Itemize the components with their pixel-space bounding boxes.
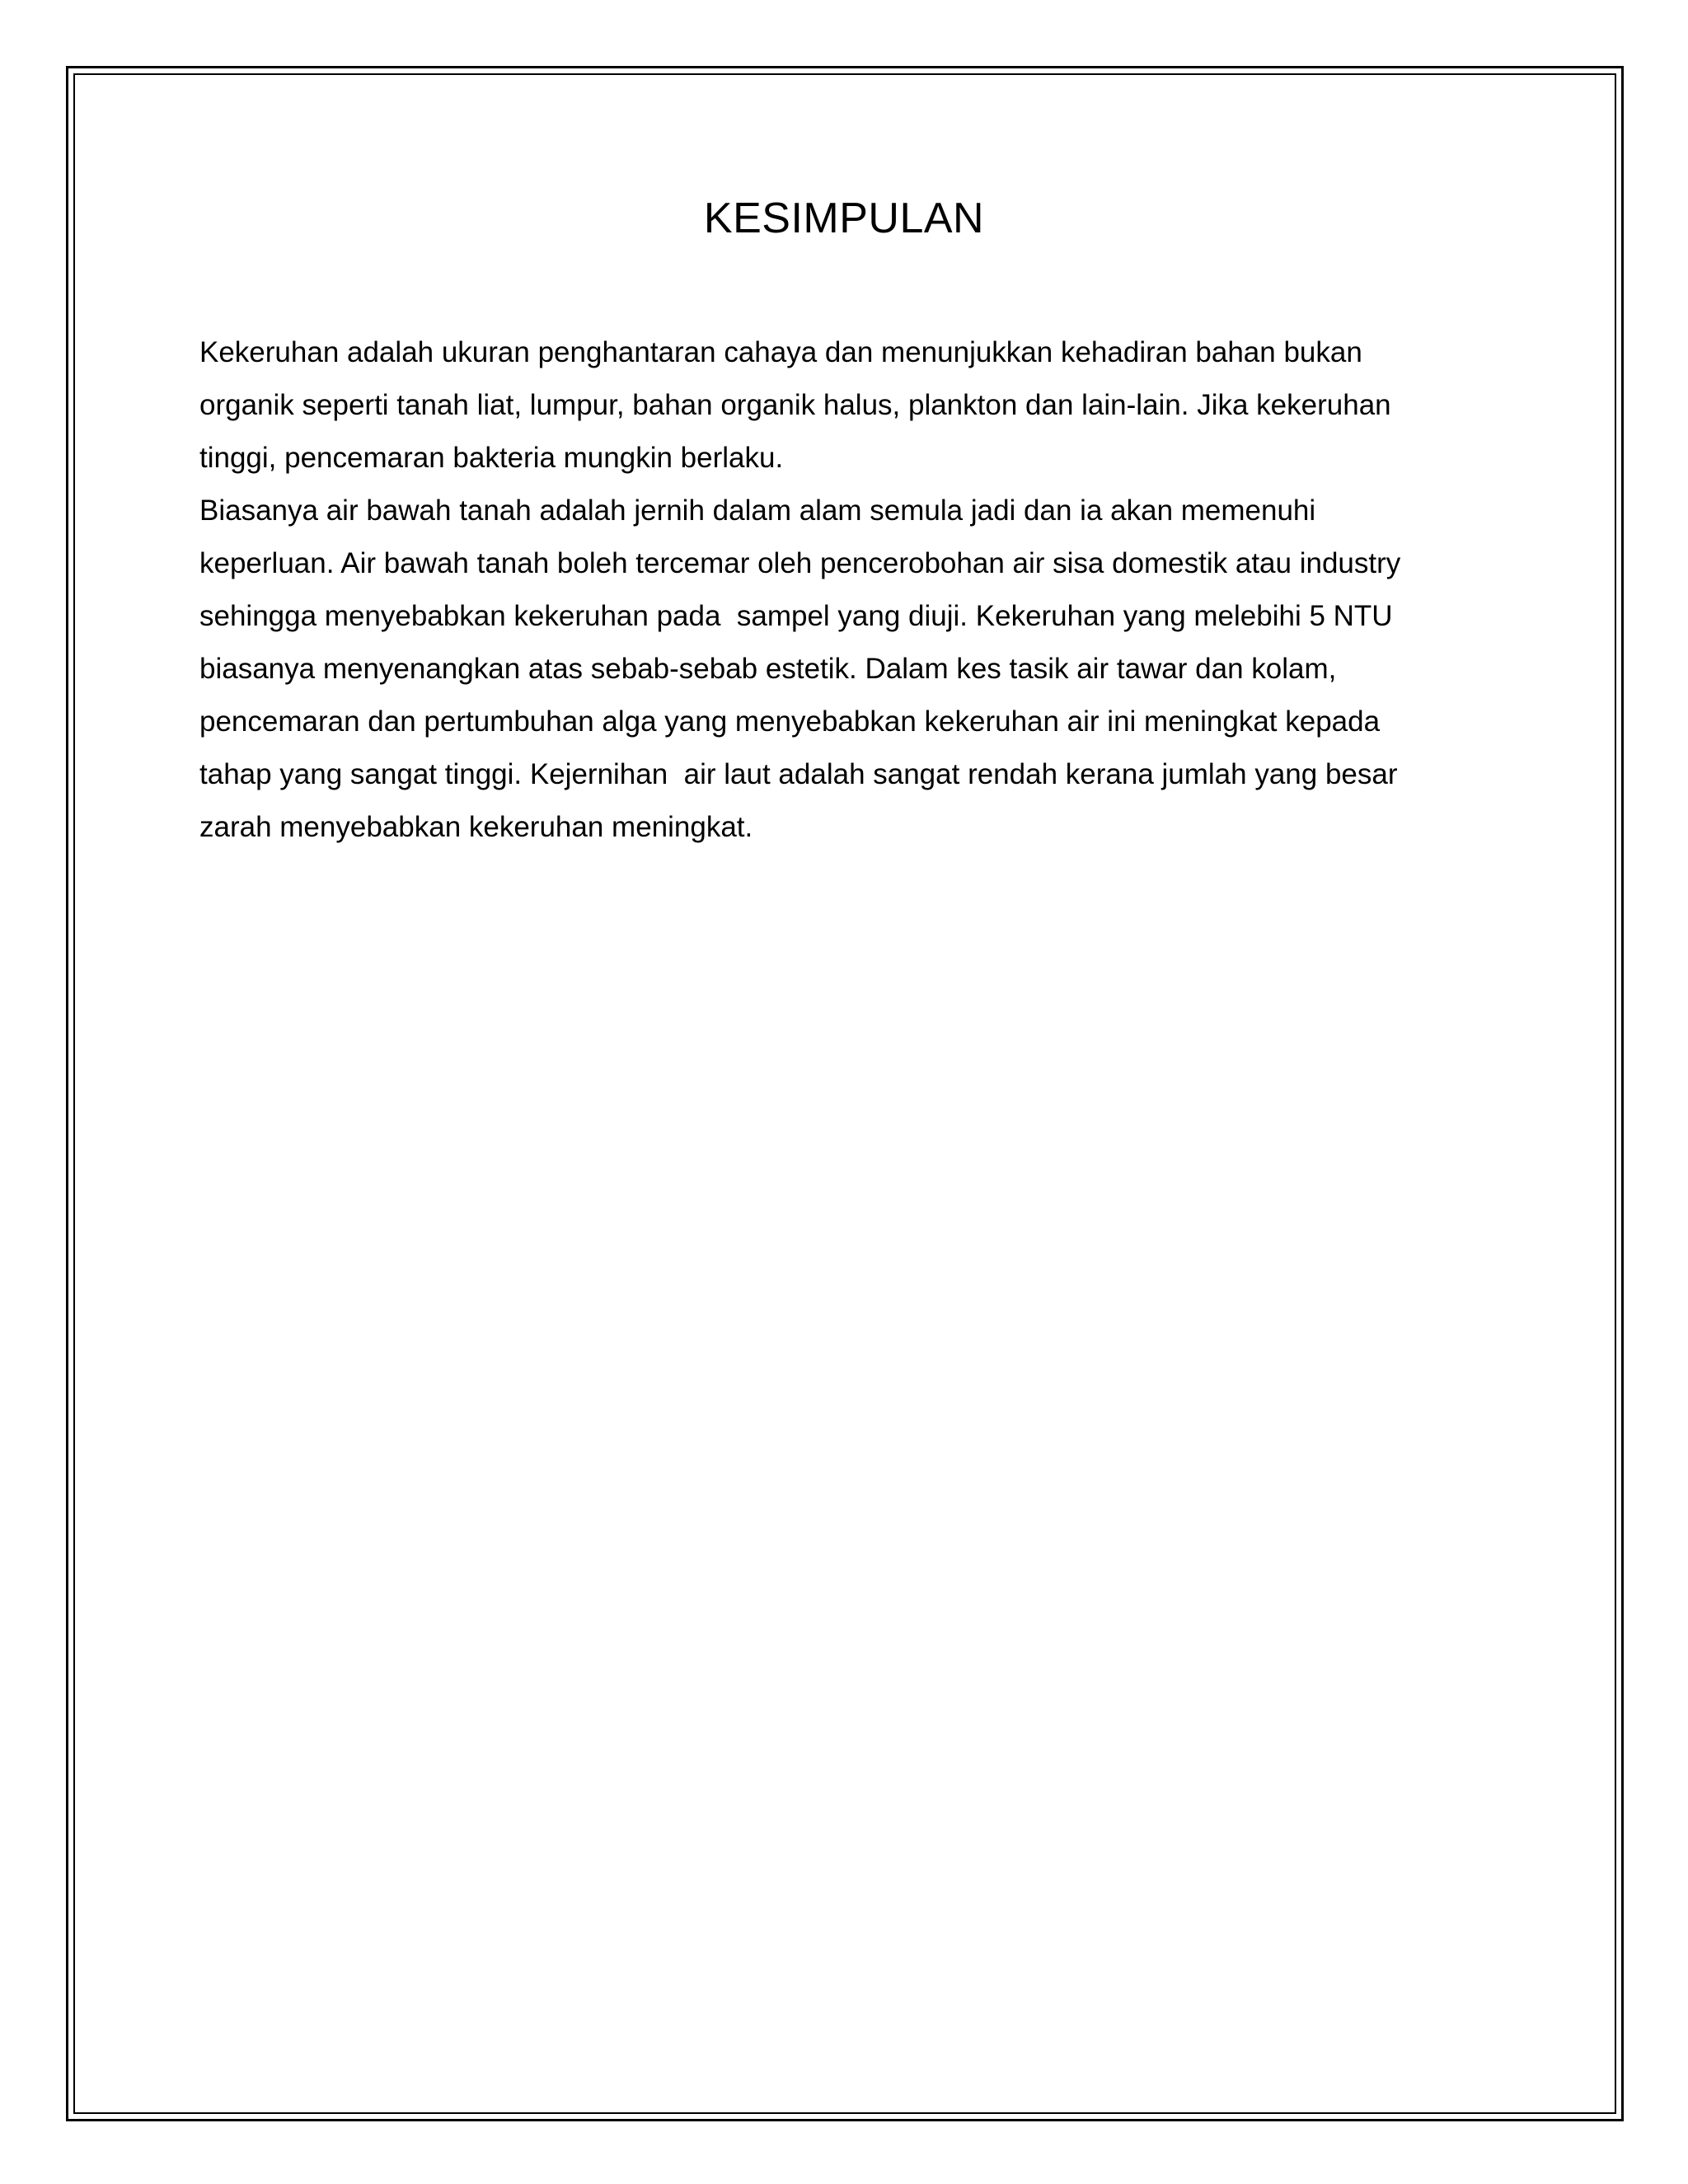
conclusion-body (199, 326, 1535, 854)
text-line: tinggi, pencemaran bakteria mungkin berlaku. (199, 442, 784, 474)
text-line: zarah menyebabkan kekeruhan meningkat. (199, 811, 753, 843)
text-line: biasanya menyenangkan atas sebab-sebab estetik. Dalam kes tasik air tawar dan kolam, (199, 653, 1337, 685)
text-line: Biasanya air bawah tanah adalah jernih dalam alam semula jadi dan ia akan memenuhi (199, 494, 1316, 527)
page-title: KESIMPULAN (703, 194, 985, 242)
text-line: Kekeruhan adalah ukuran penghantaran cahaya dan menunjukkan kehadiran bahan bukan (199, 336, 1362, 368)
text-line: keperluan. Air bawah tanah boleh tercemar oleh pencerobohan air sisa domestik atau industry (199, 547, 1401, 579)
text-line: organik seperti tanah liat, lumpur, bahan organik halus, plankton dan lain-lain. Jika kekeruhan (199, 389, 1391, 421)
text-line: pencemaran dan pertumbuhan alga yang menyebabkan kekeruhan air ini meningkat kepada (199, 705, 1381, 738)
text-line: tahap yang sangat tinggi. Kejernihan air laut adalah sangat rendah kerana jumlah yang besar (199, 758, 1398, 790)
text-line: sehingga menyebabkan kekeruhan pada sampel yang diuji. Kekeruhan yang melebihi 5 NTU (199, 600, 1393, 632)
